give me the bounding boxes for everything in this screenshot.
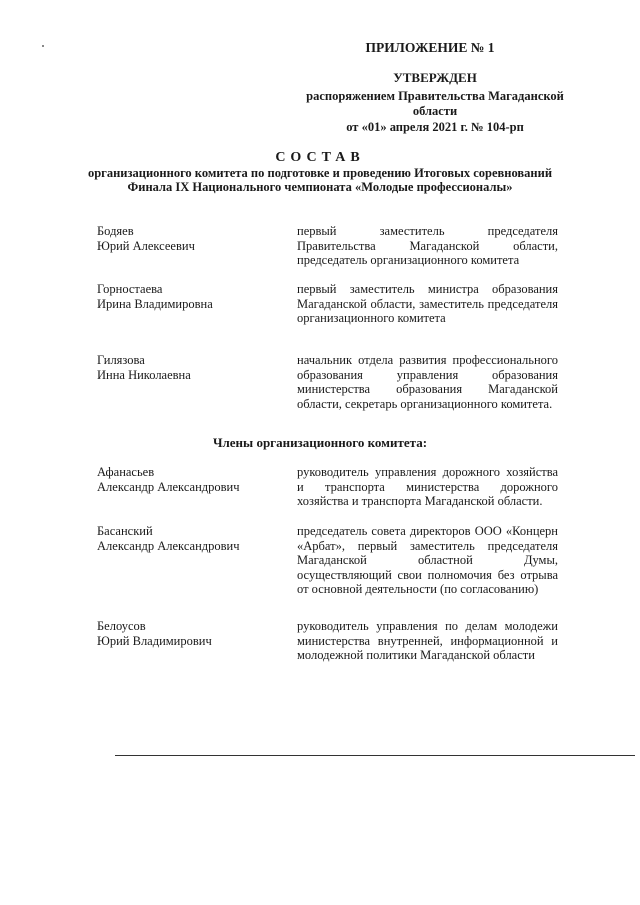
appendix-label: ПРИЛОЖЕНИЕ № 1: [365, 40, 495, 55]
document-title: СОСТАВ: [275, 150, 365, 165]
person-name: [97, 465, 282, 495]
person-given-name: Юрий Владимирович: [97, 634, 212, 648]
person-role: первый заместитель председателя Правительства Магаданской области, председатель организационного комитета: [297, 224, 558, 267]
person-surname: Гилязова: [97, 353, 145, 367]
person-given-name: Александр Александрович: [97, 480, 240, 494]
person-name: [97, 353, 282, 383]
person-role: руководитель управления по делам молодежи министерства внутренней, информационной и молодежной политики Магаданской области: [297, 619, 558, 662]
person-name: [97, 282, 282, 312]
person-surname: Белоусов: [97, 619, 146, 633]
person-role: начальник отдела развития профессионального образования управления образования министерства образования Магаданской области, секретарь организационного комитета.: [297, 353, 558, 411]
person-given-name: Александр Александрович: [97, 539, 240, 553]
scan-speck: [42, 45, 44, 47]
person-name: [97, 224, 282, 254]
person-given-name: Инна Николаевна: [97, 368, 191, 382]
person-role: руководитель управления дорожного хозяйства и транспорта министерства дорожного хозяйства и транспорта Магаданской области.: [297, 465, 558, 508]
person-name: [97, 619, 282, 649]
person-role: председатель совета директоров ООО «Концерн «Арбат», первый заместитель председателя Магаданской областной Думы, осуществляющий свои полномочия без отрыва от основной деятельности (по согласованию): [297, 524, 558, 596]
footer-divider: [115, 755, 635, 756]
person-surname: Афанасьев: [97, 465, 155, 479]
person-surname: Горностаева: [97, 282, 163, 296]
members-heading: Члены организационного комитета:: [212, 435, 428, 450]
decree-reference: распоряжением Правительства Магаданской области: [306, 89, 564, 118]
document-subtitle: организационного комитета по подготовке и проведению Итоговых соревнований Финала IX Национального чемпионата «Молодые профессионалы»: [87, 166, 553, 194]
approved-label: УТВЕРЖДЕН: [393, 70, 477, 85]
person-name: [97, 524, 282, 554]
person-given-name: Ирина Владимировна: [97, 297, 213, 311]
person-given-name: Юрий Алексеевич: [97, 239, 195, 253]
person-surname: Басанский: [97, 524, 153, 538]
person-role: первый заместитель министра образования Магаданской области, заместитель председателя организационного комитета: [297, 282, 558, 325]
person-surname: Бодяев: [97, 224, 134, 238]
decree-date: от «01» апреля 2021 г. № 104-рп: [346, 120, 524, 134]
